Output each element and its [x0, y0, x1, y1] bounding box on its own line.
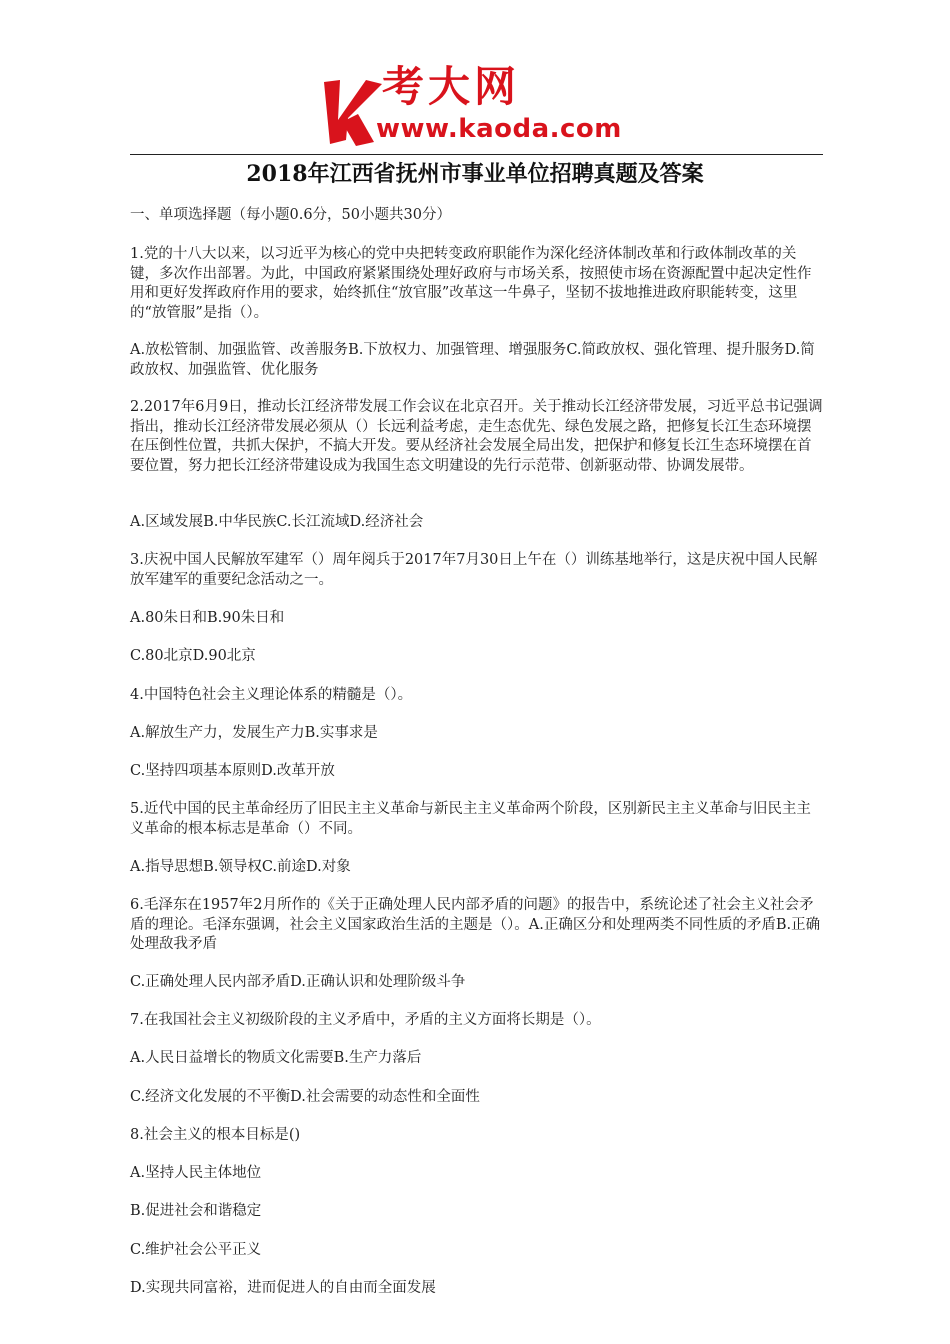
option-8a: A.坚持人民主体地位	[130, 1165, 262, 1181]
options-4a: A.解放生产力，发展生产力B.实事求是	[130, 725, 378, 741]
logo-url: www.kaoda.com	[376, 114, 622, 144]
kaoda-logo	[318, 62, 648, 150]
option-8d: D.实现共同富裕，进而促进人的自由而全面发展	[130, 1280, 436, 1296]
question-3: 3.庆祝中国人民解放军建军（）周年阅兵于2017年7月30日上午在（）训练基地举行，这是庆祝中国人民解放军建军的重要纪念活动之一。	[130, 552, 818, 588]
section-heading: 一、单项选择题（每小题0.6分，50小题共30分）	[130, 207, 451, 223]
option-8b: B.促进社会和谐稳定	[130, 1203, 262, 1219]
question-2: 2.2017年6月9日，推动长江经济带发展工作会议在北京召开。关于推动长江经济带发展，习近平总书记强调指出，推动长江经济带发展必须从（）长远利益考虑，走生态优先、绿色发展之路，把修复长江生态环境摆在压倒性位置，共抓大保护，不搞大开发。要从经济社会发展全局出发，把保护和修复长江生态环境摆在首要位置，努力把长江经济带建设成为我国生态文明建设的先行示范带、创新驱动带、协调发展带。	[130, 399, 823, 474]
question-5: 5.近代中国的民主革命经历了旧民主主义革命与新民主主义革命两个阶段，区别新民主主义革命与旧民主主义革命的根本标志是革命（）不同。	[130, 801, 811, 837]
option-8c: C.维护社会公平正义	[130, 1242, 262, 1258]
options-7a: A.人民日益增长的物质文化需要B.生产力落后	[130, 1050, 422, 1066]
logo-name: 考大网	[382, 62, 521, 111]
question-4: 4.中国特色社会主义理论体系的精髓是（）。	[130, 687, 413, 703]
question-6: 6.毛泽东在1957年2月所作的《关于正确处理人民内部矛盾的问题》的报告中，系统论述了社会主义社会矛盾的理论。毛泽东强调，社会主义国家政治生活的主题是（）。A.正确区分和处理两类不同性质的矛盾B.正确处理敌我矛盾	[130, 897, 821, 952]
header-divider	[130, 154, 823, 155]
question-1: 1.党的十八大以来，以习近平为核心的党中央把转变政府职能作为深化经济体制改革和行政体制改革的关键，多次作出部署。为此，中国政府紧紧围绕处理好政府与市场关系，按照使市场在资源配置中起决定性作用和更好发挥政府作用的要求，始终抓住“放官服”改革这一牛鼻子，坚韧不拔地推进政府职能转变，这里的“放管服”是指（）。	[130, 246, 812, 321]
k-logo-mark-icon	[318, 76, 384, 148]
options-4b: C.坚持四项基本原则D.改革开放	[130, 763, 335, 779]
options-7b: C.经济文化发展的不平衡D.社会需要的动态性和全面性	[130, 1089, 480, 1105]
options-3a: A.80朱日和B.90朱日和	[130, 610, 285, 626]
question-7: 7.在我国社会主义初级阶段的主义矛盾中，矛盾的主义方面将长期是（）。	[130, 1012, 601, 1028]
options-6: C.正确处理人民内部矛盾D.正确认识和处理阶级斗争	[130, 974, 466, 990]
document-title: 2018年江西省抚州市事业单位招聘真题及答案	[246, 161, 704, 187]
options-3b: C.80北京D.90北京	[130, 648, 256, 664]
options-1: A.放松管制、加强监管、改善服务B.下放权力、加强管理、增强服务C.简政放权、强化管理、提升服务D.简政放权、加强监管、优化服务	[130, 342, 815, 378]
options-5: A.指导思想B.领导权C.前途D.对象	[130, 859, 351, 875]
options-2: A.区域发展B.中华民族C.长江流域D.经济社会	[130, 514, 424, 530]
question-8: 8.社会主义的根本目标是()	[130, 1127, 301, 1143]
